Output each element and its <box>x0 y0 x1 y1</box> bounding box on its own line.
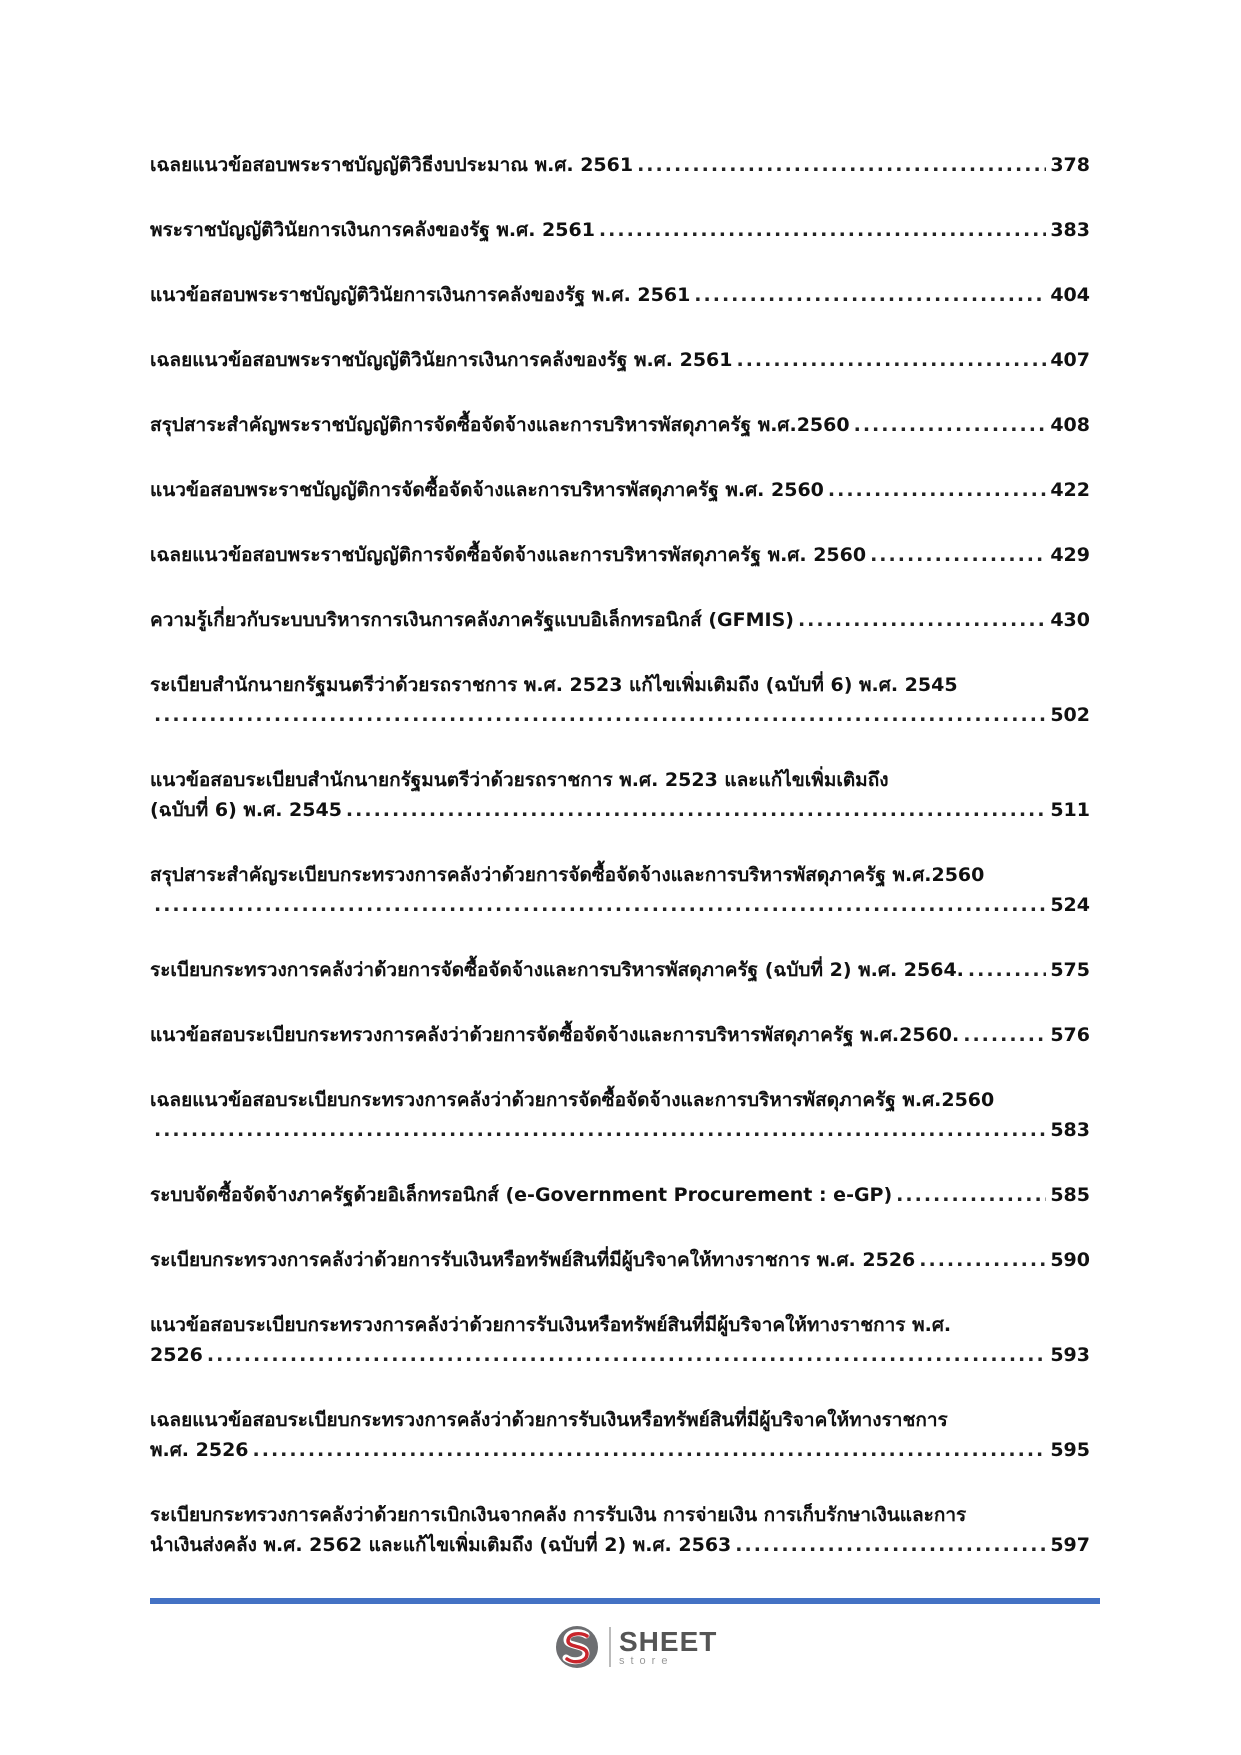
toc-dot-leader <box>735 1530 1046 1560</box>
toc-entry-title: ระเบียบกระทรวงการคลังว่าด้วยการเบิกเงินจากคลัง การรับเงิน การจ่ายเงิน การเก็บรักษาเงินและการ <box>150 1504 967 1526</box>
toc-entry-title: เฉลยแนวข้อสอบพระราชบัญญัติวินัยการเงินการคลังของรัฐ พ.ศ. 2561 <box>150 349 733 371</box>
toc-entry-line <box>150 1500 1090 1530</box>
toc-dot-leader <box>694 280 1046 310</box>
toc-dot-leader <box>798 605 1046 635</box>
toc-entry-title: สรุปสาระสำคัญพระราชบัญญัติการจัดซื้อจัดจ้างและการบริหารพัสดุภาครัฐ พ.ศ.2560 <box>150 414 850 436</box>
toc-entry-line <box>150 605 1090 635</box>
toc-page-number: 404 <box>1050 284 1090 306</box>
toc-dot-leader <box>968 955 1046 985</box>
toc-entry <box>150 1085 1090 1145</box>
toc-entry-line <box>150 955 1090 985</box>
toc-entry-line <box>150 215 1090 245</box>
toc-dot-leader <box>854 410 1047 440</box>
toc-entry <box>150 860 1090 920</box>
toc-dot-leader <box>253 1435 1047 1465</box>
toc-entry-line <box>150 795 1090 825</box>
toc-entry-line <box>150 890 1090 920</box>
toc-entry-line <box>150 670 1090 700</box>
toc-page-number: 422 <box>1050 479 1090 501</box>
toc-entry-line <box>150 1245 1090 1275</box>
toc-entry-title: นำเงินส่งคลัง พ.ศ. 2562 และแก้ไขเพิ่มเติมถึง (ฉบับที่ 2) พ.ศ. 2563 <box>150 1534 732 1556</box>
toc-page-number: 595 <box>1050 1439 1090 1461</box>
toc-entry <box>150 540 1090 570</box>
toc-entry-title: เฉลยแนวข้อสอบระเบียบกระทรวงการคลังว่าด้วยการรับเงินหรือทรัพย์สินที่มีผู้บริจาคให้ทางราชการ <box>150 1409 948 1431</box>
toc-dot-leader <box>154 1115 1046 1145</box>
toc-entry-title: สรุปสาระสำคัญระเบียบกระทรวงการคลังว่าด้วยการจัดซื้อจัดจ้างและการบริหารพัสดุภาครัฐ พ.ศ.2560 <box>150 864 985 886</box>
toc-page-number: 429 <box>1050 544 1090 566</box>
toc-page-number: 590 <box>1050 1249 1090 1271</box>
toc-entry-line <box>150 1435 1090 1465</box>
toc-dot-leader <box>963 1020 1046 1050</box>
toc-entry <box>150 475 1090 505</box>
toc-entry-title: ระเบียบกระทรวงการคลังว่าด้วยการรับเงินหรือทรัพย์สินที่มีผู้บริจาคให้ทางราชการ พ.ศ. 2526 <box>150 1249 916 1271</box>
toc-dot-leader <box>870 540 1046 570</box>
toc-entry-title: 2526 <box>150 1344 203 1366</box>
toc-entry-line <box>150 1340 1090 1370</box>
toc-entry <box>150 605 1090 635</box>
toc-dot-leader <box>207 1340 1046 1370</box>
toc-entry-title: ความรู้เกี่ยวกับระบบบริหารการเงินการคลังภาครัฐแบบอิเล็กทรอนิกส์ (GFMIS) <box>150 609 794 631</box>
toc-entry <box>150 1245 1090 1275</box>
logo-subtext: store <box>619 1654 674 1667</box>
toc-entry-title: แนวข้อสอบระเบียบกระทรวงการคลังว่าด้วยการรับเงินหรือทรัพย์สินที่มีผู้บริจาคให้ทางราชการ พ.ศ. <box>150 1314 952 1336</box>
toc-entry-title: แนวข้อสอบพระราชบัญญัติวินัยการเงินการคลังของรัฐ พ.ศ. 2561 <box>150 284 691 306</box>
toc-dot-leader <box>154 890 1046 920</box>
toc-entry-title: เฉลยแนวข้อสอบพระราชบัญญัติวิธีงบประมาณ พ.ศ. 2561 <box>150 154 634 176</box>
toc-entry-title: ระบบจัดซื้อจัดจ้างภาครัฐด้วยอิเล็กทรอนิกส์ (e-Government Procurement : e-GP) <box>150 1184 893 1206</box>
toc-dot-leader <box>919 1245 1046 1275</box>
toc-entry-title: (ฉบับที่ 6) พ.ศ. 2545 <box>150 799 342 821</box>
toc-entry-line <box>150 1405 1090 1435</box>
toc-entry-line <box>150 1310 1090 1340</box>
toc-entry <box>150 345 1090 375</box>
toc-page-number: 408 <box>1050 414 1090 436</box>
toc-entry-line <box>150 1020 1090 1050</box>
toc-dot-leader <box>637 150 1046 180</box>
toc-entry-line <box>150 860 1090 890</box>
toc-page-number: 407 <box>1050 349 1090 371</box>
toc-entry-line <box>150 765 1090 795</box>
toc-entry <box>150 670 1090 730</box>
toc-page-number: 383 <box>1050 219 1090 241</box>
toc-entry <box>150 1180 1090 1210</box>
toc-page-number: 524 <box>1050 894 1090 916</box>
sheet-logo-icon <box>553 1623 601 1671</box>
toc-entry-line <box>150 280 1090 310</box>
toc-entry-line <box>150 410 1090 440</box>
table-of-contents <box>150 150 1090 1560</box>
toc-entry-title: แนวข้อสอบระเบียบกระทรวงการคลังว่าด้วยการจัดซื้อจัดจ้างและการบริหารพัสดุภาครัฐ พ.ศ.2560. <box>150 1024 960 1046</box>
toc-page-number: 597 <box>1050 1534 1090 1556</box>
toc-entry-line <box>150 1115 1090 1145</box>
toc-page-number: 576 <box>1050 1024 1090 1046</box>
toc-entry-line <box>150 150 1090 180</box>
toc-entry <box>150 150 1090 180</box>
toc-dot-leader <box>828 475 1046 505</box>
toc-entry-title: พระราชบัญญัติวินัยการเงินการคลังของรัฐ พ.ศ. 2561 <box>150 219 595 241</box>
toc-entry-line <box>150 1530 1090 1560</box>
toc-page-number: 585 <box>1050 1184 1090 1206</box>
toc-page-number: 575 <box>1050 959 1090 981</box>
toc-entry-title: เฉลยแนวข้อสอบระเบียบกระทรวงการคลังว่าด้วยการจัดซื้อจัดจ้างและการบริหารพัสดุภาครัฐ พ.ศ.2560 <box>150 1089 995 1111</box>
footer-rule <box>150 1598 1100 1604</box>
toc-dot-leader <box>737 345 1047 375</box>
toc-dot-leader <box>896 1180 1046 1210</box>
logo-separator <box>609 1627 611 1667</box>
toc-entry-line <box>150 540 1090 570</box>
toc-entry-line <box>150 345 1090 375</box>
toc-entry <box>150 765 1090 825</box>
toc-page-number: 511 <box>1050 799 1090 821</box>
toc-entry <box>150 955 1090 985</box>
toc-entry <box>150 215 1090 245</box>
toc-entry-title: แนวข้อสอบระเบียบสำนักนายกรัฐมนตรีว่าด้วยรถราชการ พ.ศ. 2523 และแก้ไขเพิ่มเติมถึง <box>150 769 889 791</box>
toc-entry-title: แนวข้อสอบพระราชบัญญัติการจัดซื้อจัดจ้างและการบริหารพัสดุภาครัฐ พ.ศ. 2560 <box>150 479 824 501</box>
toc-dot-leader <box>599 215 1046 245</box>
toc-entry <box>150 1310 1090 1370</box>
toc-page-number: 502 <box>1050 704 1090 726</box>
toc-entry <box>150 410 1090 440</box>
toc-page-number: 378 <box>1050 154 1090 176</box>
toc-entry <box>150 280 1090 310</box>
toc-page-number: 430 <box>1050 609 1090 631</box>
toc-entry-line <box>150 1085 1090 1115</box>
sheet-store-logo <box>553 1620 723 1674</box>
toc-entry-line <box>150 475 1090 505</box>
toc-entry-title: เฉลยแนวข้อสอบพระราชบัญญัติการจัดซื้อจัดจ้างและการบริหารพัสดุภาครัฐ พ.ศ. 2560 <box>150 544 867 566</box>
toc-entry-line <box>150 1180 1090 1210</box>
toc-entry <box>150 1020 1090 1050</box>
logo-wordmark: SHEET <box>619 1625 718 1657</box>
toc-dot-leader <box>346 795 1046 825</box>
toc-entry-title: ระเบียบกระทรวงการคลังว่าด้วยการจัดซื้อจัดจ้างและการบริหารพัสดุภาครัฐ (ฉบับที่ 2) พ.ศ. 2564. <box>150 959 964 981</box>
toc-page-number: 593 <box>1050 1344 1090 1366</box>
toc-entry-line <box>150 700 1090 730</box>
toc-entry-title: พ.ศ. 2526 <box>150 1439 249 1461</box>
toc-entry <box>150 1405 1090 1465</box>
toc-dot-leader <box>154 700 1046 730</box>
toc-entry <box>150 1500 1090 1560</box>
toc-page-number: 583 <box>1050 1119 1090 1141</box>
toc-entry-title: ระเบียบสำนักนายกรัฐมนตรีว่าด้วยรถราชการ พ.ศ. 2523 แก้ไขเพิ่มเติมถึง (ฉบับที่ 6) พ.ศ. 2545 <box>150 674 958 696</box>
